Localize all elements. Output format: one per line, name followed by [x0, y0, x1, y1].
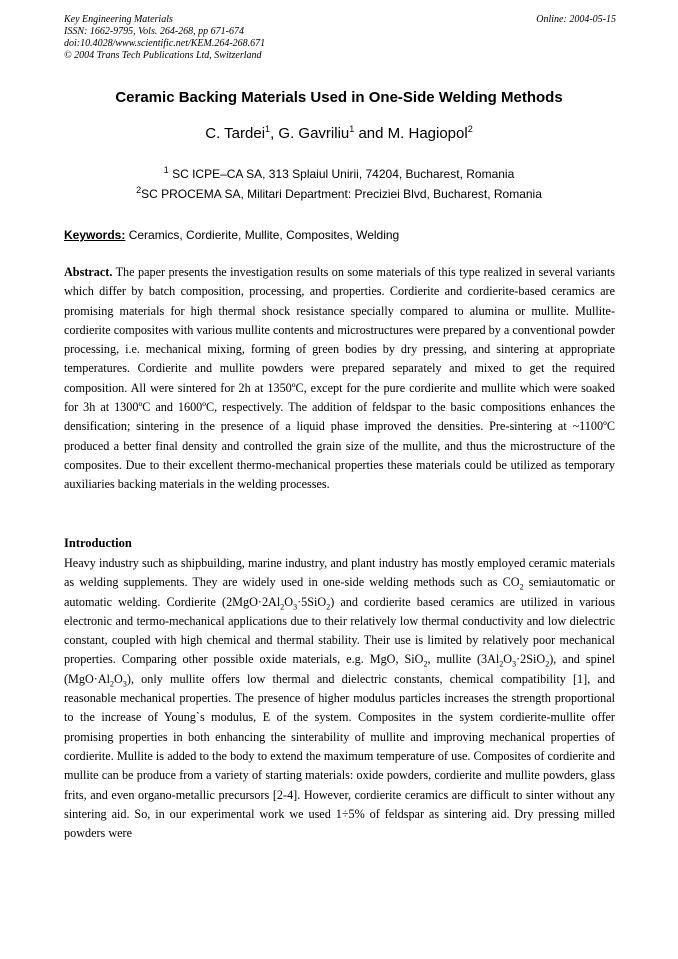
author-affiliation-mark: 1 — [265, 124, 271, 134]
keywords-text: Ceramics, Cordierite, Mullite, Composites, Welding — [125, 228, 400, 242]
author-name: M. Hagiopol — [387, 125, 468, 142]
affiliation-text: SC PROCEMA SA, Militari Department: Preciziei Blvd, Bucharest, Romania — [141, 187, 542, 201]
abstract-label: Abstract. — [64, 265, 113, 279]
affiliation-2 — [0, 187, 678, 201]
abstract-paragraph — [64, 263, 615, 495]
abstract-text: The paper presents the investigation results on some materials of this type realized in several variants which differ by batch composition, processing, and properties. Cordierite and cordierite-based ceramics are promising materials for high thermal shock resistance specially compared to alumina or mullite. Mullite-cordierite composites with various mullite contents and microstructures were prepared by a conventional powder processing, i.e. mechanical mixing, forming of green bodies by dry pressing, and sintering at appropriate temperatures. Cordierite and mullite powders were prepared separately and mixed to get the required composition. All were sintered for 2h at 1350ºC, except for the pure cordierite and mullite which were soaked for 3h at 1300ºC and 1600ºC, respectively. The addition of feldspar to the basic compositions enhances the densification; sintering in the presence of a liquid phase improved the densities. Pre-sintering at ~1100ºC produced a better final density and controlled the grain size of the mullite, and thus the microstructure of the composites. Due to their excellent thermo-mechanical properties these materials could be utilized as temporary auxiliaries backing materials in the welding processes. — [64, 265, 615, 492]
intro-text: O — [284, 594, 294, 609]
introduction-heading: Introduction — [64, 536, 132, 550]
issn-line: ISSN: 1662-9795, Vols. 264-268, pp 671-674 — [64, 26, 244, 37]
author-separator: and — [354, 125, 388, 142]
subscript: 2 — [110, 679, 115, 689]
author-affiliation-mark: 2 — [467, 124, 473, 134]
affiliation-1 — [0, 167, 678, 181]
journal-header — [64, 14, 616, 62]
subscript: 2 — [423, 659, 428, 669]
subscript: 2 — [545, 659, 550, 669]
author-list — [0, 125, 678, 142]
intro-text: ·2SiO — [516, 652, 546, 667]
author-name: C. Tardei — [205, 125, 266, 142]
keywords-line — [64, 228, 399, 242]
affiliation-text: SC ICPE–CA SA, 313 Splaiul Unirii, 74204, Bucharest, Romania — [168, 167, 515, 181]
intro-text: ·5SiO — [297, 594, 327, 609]
intro-text: , mullite (3Al — [427, 652, 500, 667]
intro-text: O — [503, 652, 513, 667]
intro-text: semiautomatic or automatic welding. Cordierite (2MgO·2Al — [64, 575, 615, 609]
intro-text: ) and cordierite based ceramics are utilized in various electronic and termo-mechanical applications due to their relatively low thermal conductivity and low dielectric constant, coupled with high chemical and thermal stability. Their use is limited by relatively poor mechanical properties. Comparing other possible oxide materials, e.g. MgO, SiO — [64, 594, 616, 667]
intro-text: ), and spinel (MgO·Al — [64, 652, 615, 686]
subscript: 2 — [499, 659, 504, 669]
online-date: Online: 2004-05-15 — [536, 14, 616, 25]
subscript: 2 — [280, 602, 285, 612]
author-name: G. Gavriliu — [278, 125, 350, 142]
affiliation-number: 1 — [163, 165, 169, 175]
copyright-line: © 2004 Trans Tech Publications Ltd, Switzerland — [64, 50, 262, 61]
subscript: 3 — [122, 679, 127, 689]
subscript: 2 — [519, 582, 524, 592]
intro-text: O — [114, 671, 123, 686]
paper-title: Ceramic Backing Materials Used in One-Side Welding Methods — [115, 89, 563, 106]
affiliation-number: 2 — [136, 185, 142, 195]
journal-name: Key Engineering Materials — [64, 14, 173, 25]
subscript: 2 — [326, 602, 331, 612]
doi-line: doi:10.4028/www.scientific.net/KEM.264-268.671 — [64, 38, 266, 49]
author-affiliation-mark: 1 — [349, 124, 355, 134]
introduction-paragraph — [64, 554, 615, 843]
keywords-label: Keywords: — [64, 228, 126, 242]
intro-text: ), only mullite offers low thermal and dielectric constants, chemical compatibility [1], and reasonable mechanical properties. The presence of higher modulus particles increases the strength proportional to the increase of Young`s modulus, E of the system. Composites in the system cordierite-mullite offer promising properties in both enhancing the sinterability of mullite and improving mechanical properties of cordierite. Mullite is added to the body to extend the maximum temperature of use. Composites of cordierite and mullite can be produce from a variety of starting materials: oxide powders, cordierite and mullite powders, glass frits, and even organo-metallic precursors [2-4]. However, cordierite ceramics are difficult to sinter without any sintering aid. So, in our experimental work we used 1÷5% of feldspar as sintering aid. Dry pressing milled powders were — [64, 671, 615, 841]
subscript: 3 — [293, 602, 298, 612]
subscript: 3 — [512, 659, 517, 669]
author-separator: , — [270, 125, 279, 142]
intro-text: Heavy industry such as shipbuilding, marine industry, and plant industry has mostly employed ceramic materials as welding supplements. They are widely used in one-side welding methods such as CO — [64, 556, 615, 590]
